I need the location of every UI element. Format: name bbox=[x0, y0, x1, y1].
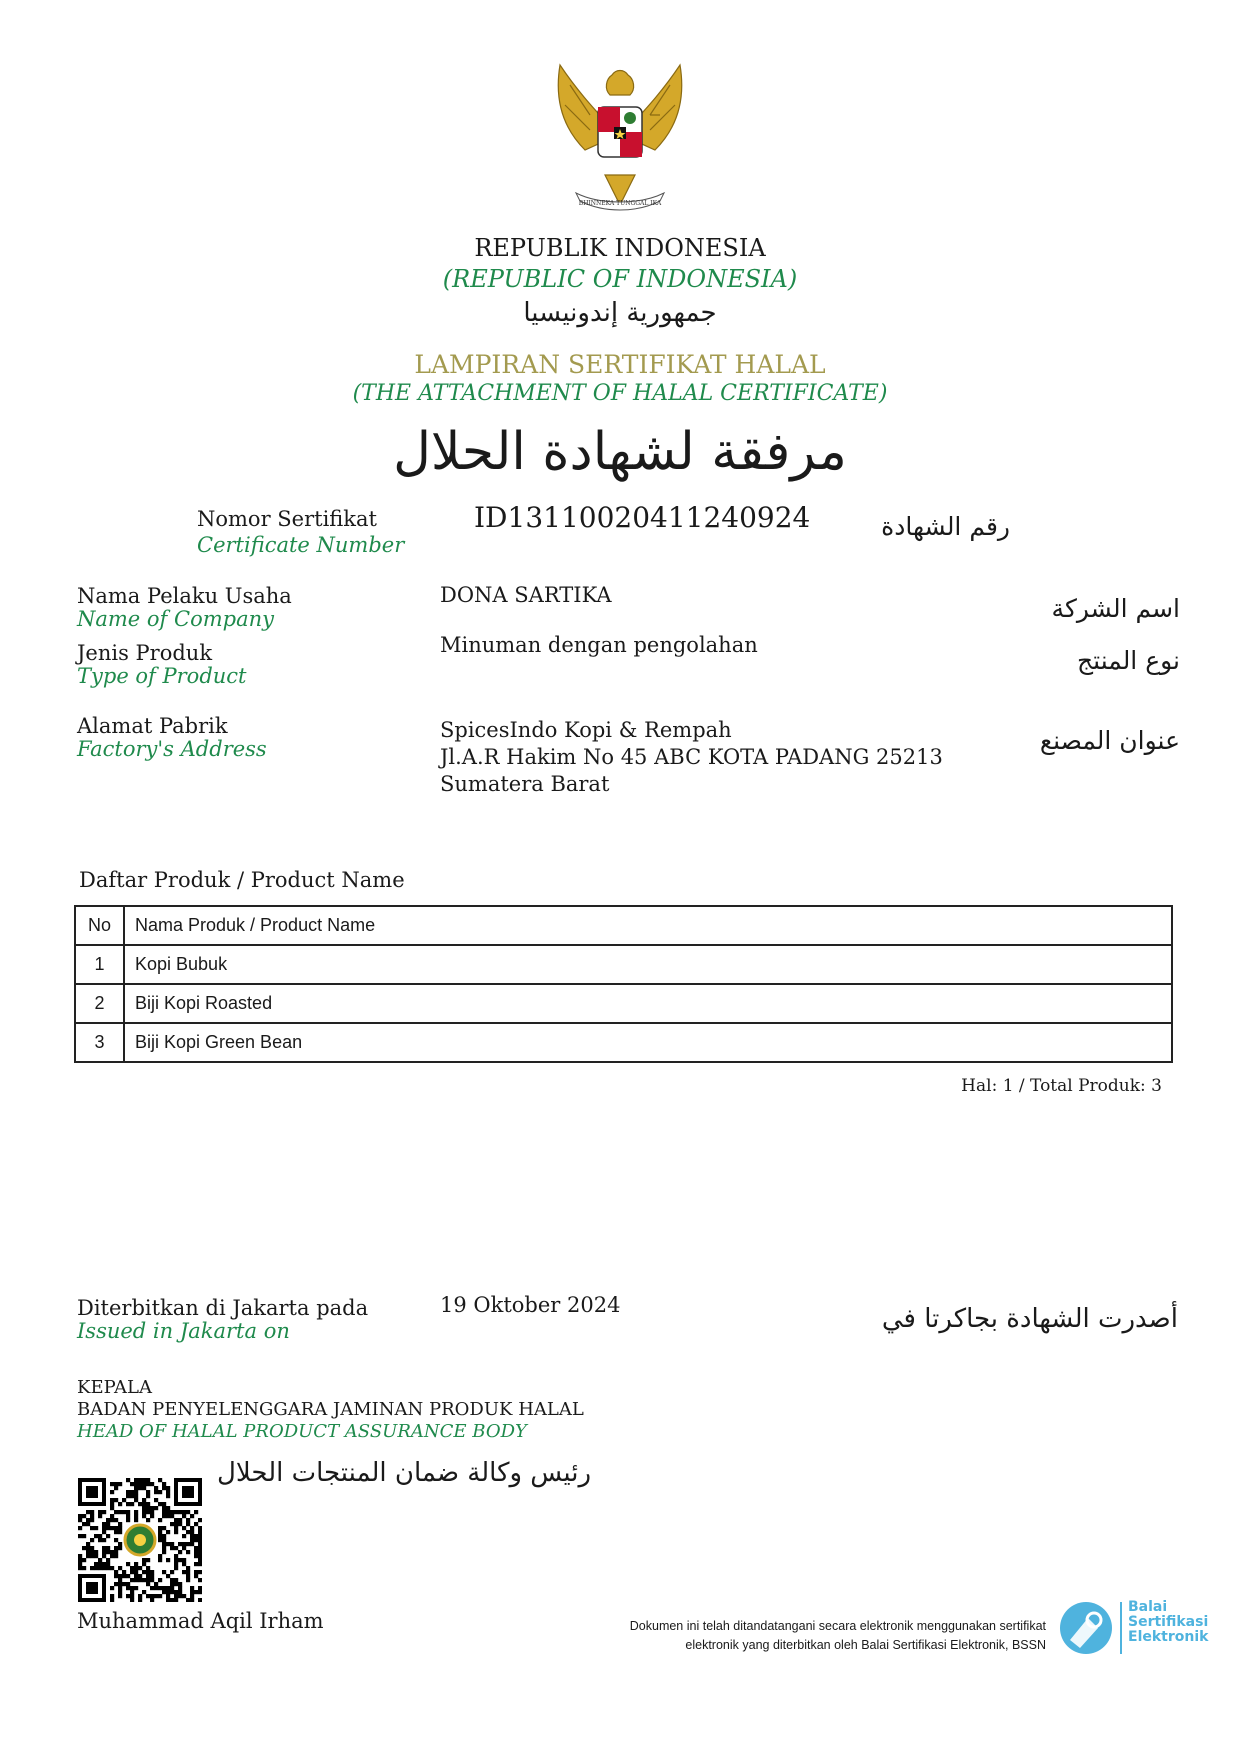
factory-address-label: Alamat Pabrik bbox=[77, 714, 228, 738]
country-title-id: REPUBLIK INDONESIA bbox=[474, 234, 766, 262]
bsre-logo-line3: Elektronik bbox=[1128, 1629, 1209, 1645]
document-title-ar: مرفقة لشهادة الحلال bbox=[393, 422, 847, 482]
product-type-label-en: Type of Product bbox=[77, 664, 247, 688]
product-type-label: Jenis Produk bbox=[77, 641, 213, 665]
signatory-agency-en: HEAD OF HALAL PRODUCT ASSURANCE BODY bbox=[77, 1421, 527, 1442]
page-info: Hal: 1 / Total Produk: 3 bbox=[961, 1076, 1162, 1096]
certificate-number-label: Nomor Sertifikat bbox=[197, 507, 377, 531]
table-row bbox=[75, 984, 1172, 1023]
factory-address-label-ar: عنوان المصنع bbox=[1039, 726, 1180, 755]
emblem-motto-text: BHINNEKA TUNGGAL IKA bbox=[578, 200, 662, 207]
company-label: Nama Pelaku Usaha bbox=[77, 584, 292, 608]
header-no: No bbox=[75, 906, 124, 945]
document-title-id: LAMPIRAN SERTIFIKAT HALAL bbox=[414, 350, 826, 379]
e-signature-note-line2: elektronik yang diterbitkan oleh Balai Sertifikasi Elektronik, BSSN bbox=[685, 1638, 1046, 1652]
issued-date: 19 Oktober 2024 bbox=[440, 1293, 621, 1317]
row-product-name: Biji Kopi Green Bean bbox=[124, 1023, 1172, 1062]
bsre-logo bbox=[1058, 1598, 1208, 1656]
product-list-title: Daftar Produk / Product Name bbox=[79, 868, 405, 892]
issued-label-en: Issued in Jakarta on bbox=[77, 1319, 290, 1343]
country-title-ar: جمهورية إندونيسيا bbox=[523, 298, 717, 328]
issued-label: Diterbitkan di Jakarta pada bbox=[77, 1296, 369, 1320]
signatory-name: Muhammad Aqil Irham bbox=[77, 1609, 324, 1633]
signatory-agency-ar: رئيس وكالة ضمان المنتجات الحلال bbox=[217, 1458, 592, 1488]
bsre-logo-line2: Sertifikasi bbox=[1128, 1614, 1209, 1630]
product-table bbox=[74, 905, 1173, 1063]
bsre-logo-icon bbox=[1058, 1598, 1118, 1656]
row-product-name: Kopi Bubuk bbox=[124, 945, 1172, 984]
factory-address-line3: Sumatera Barat bbox=[440, 772, 610, 796]
e-signature-note-line1: Dokumen ini telah ditandatangani secara elektronik menggunakan sertifikat bbox=[629, 1619, 1046, 1633]
factory-address-line2: Jl.A.R Hakim No 45 ABC KOTA PADANG 25213 bbox=[440, 745, 943, 769]
row-no: 3 bbox=[75, 1023, 124, 1062]
factory-address-label-en: Factory's Address bbox=[77, 737, 267, 761]
product-type-value: Minuman dengan pengolahan bbox=[440, 633, 758, 657]
company-label-ar: اسم الشركة bbox=[1051, 594, 1180, 623]
table-row bbox=[75, 1023, 1172, 1062]
issued-label-ar: أصدرت الشهادة بجاكرتا في bbox=[881, 1304, 1178, 1334]
company-label-en: Name of Company bbox=[77, 607, 274, 631]
row-no: 1 bbox=[75, 945, 124, 984]
signatory-title: KEPALA bbox=[77, 1377, 152, 1398]
document-title-en: (THE ATTACHMENT OF HALAL CERTIFICATE) bbox=[352, 381, 888, 406]
signatory-agency: BADAN PENYELENGGARA JAMINAN PRODUK HALAL bbox=[77, 1399, 584, 1420]
table-row bbox=[75, 945, 1172, 984]
certificate-number-value: ID13110020411240924 bbox=[474, 501, 811, 534]
factory-address-line1: SpicesIndo Kopi & Rempah bbox=[440, 718, 732, 742]
garuda-emblem bbox=[540, 55, 700, 215]
product-table-header bbox=[75, 906, 1172, 945]
company-value: DONA SARTIKA bbox=[440, 583, 612, 607]
row-no: 2 bbox=[75, 984, 124, 1023]
certificate-number-label-ar: رقم الشهادة bbox=[881, 512, 1010, 541]
certificate-number-label-en: Certificate Number bbox=[197, 533, 405, 557]
country-title-en: (REPUBLIC OF INDONESIA) bbox=[442, 265, 798, 293]
header-product-name: Nama Produk / Product Name bbox=[124, 906, 1172, 945]
product-type-label-ar: نوع المنتج bbox=[1077, 646, 1180, 675]
row-product-name: Biji Kopi Roasted bbox=[124, 984, 1172, 1023]
qr-code bbox=[78, 1478, 202, 1602]
bsre-logo-line1: Balai bbox=[1128, 1599, 1168, 1615]
